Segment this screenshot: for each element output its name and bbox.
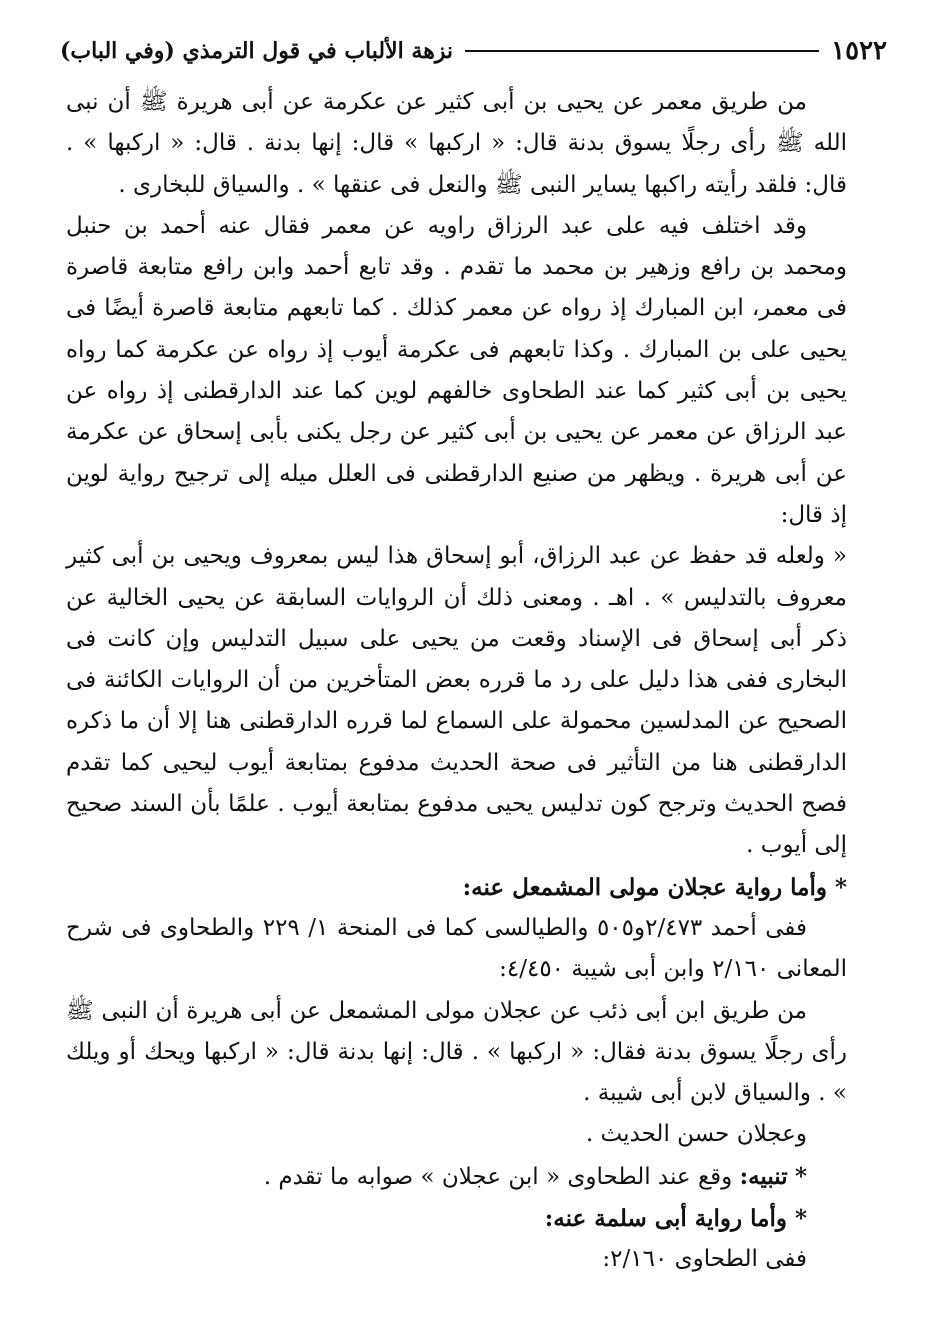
paragraph-ikhtilaf: وقد اختلف فيه على عبد الرزاق راويه عن معمر فقال عنه أحمد بن حنبل ومحمد بن رافع وزهير بن محمد ما تقدم . وقد تابع أحمد وابن رافع متابعة قاصرة فى معمر، ابن المبارك إذ رواه عن معمر كذلك . كما تابعهم متابعة قاصرة أيضًا فى يحيى على بن المبارك . وكذا تابعهم فى عكرمة أيوب إذ رواه عن عكرمة كما رواه يحيى بن أبى كثير كما عند الطحاوى خالفهم لوين كما عند الدارقطنى إذ رواه عن عبد الرزاق عن معمر عن يحيى بن أبى كثير عن رجل يكنى بأبى إسحاق عن عكرمة عن أبى هريرة . ويظهر من صنيع الدارقطنى فى العلل ميله إلى ترجيح رواية لوين إذ قال: — [66, 212, 847, 528]
asterisk-marker: * — [834, 873, 847, 901]
paragraph-hadith-ajlan: من طريق ابن أبى ذئب عن عجلان مولى المشمعل عن أبى هريرة أن النبى ﷺ رأى رجلًا يسوق بدنة فقال: « اركبها » . قال: إنها بدنة قال: « اركبها ويحك أو ويلك » . والسياق لابن أبى شيبة . — [66, 997, 847, 1107]
paragraph-sources-ajlan: ففى أحمد ٢/٤٧٣و٥٠٥ والطيالسى كما فى المنحة ١/ ٢٢٩ والطحاوى فى شرح المعانى ٢/١٦٠ وابن أبى شيبة ٤/٤٥٠: — [66, 914, 847, 983]
section-heading-text: وأما رواية عجلان مولى المشمعل عنه: — [462, 873, 827, 901]
header-rule — [465, 50, 819, 52]
paragraph-hadith-muammar: من طريق معمر عن يحيى بن أبى كثير عن عكرمة عن أبى هريرة ﷺ أن نبى الله ﷺ رأى رجلًا يسوق بدنة قال: « اركبها » قال: إنها بدنة . قال: « اركبها » . قال: فلقد رأيته راكبها يساير النبى ﷺ والنعل فى عنقها » . والسياق للبخارى . — [66, 89, 847, 198]
page-body — [66, 82, 847, 1281]
asterisk-marker: * — [794, 1205, 807, 1233]
note-text: وقع عند الطحاوى « ابن عجلان » صوابه ما تقدم . — [263, 1163, 733, 1190]
section-heading-text: وأما رواية أبى سلمة عنه: — [544, 1205, 787, 1233]
section-heading-abu-salama — [66, 1198, 847, 1239]
page-number: ١٥٢٢ — [831, 36, 887, 66]
paragraph-sources-abu-salama: ففى الطحاوى ٢/١٦٠: — [602, 1246, 807, 1273]
running-title: نزهة الألباب في قول الترمذي (وفي الباب) — [60, 38, 454, 64]
paragraph-ajlan-grade: وعجلان حسن الحديث . — [585, 1121, 807, 1148]
note-label: تنبيه: — [739, 1162, 788, 1190]
note-tanbih — [66, 1156, 847, 1198]
asterisk-marker: * — [794, 1162, 807, 1190]
running-header — [60, 34, 887, 68]
section-heading-ajlan — [66, 867, 847, 908]
paragraph-daraqutni-quote: « ولعله قد حفظ عن عبد الرزاق، أبو إسحاق هذا ليس بمعروف ويحيى بن أبى كثير معروف بالتدليس » . اهـ . ومعنى ذلك أن الروايات السابقة عن يحيى الخالية عن ذكر أبى إسحاق فى الإسناد وقعت من يحيى على سبيل التدليس وإن كانت فى البخارى ففى هذا دليل على رد ما قرره بعض المتأخرين من أن الروايات الكائنة فى الصحيح عن المدلسين محمولة على السماع لما قرره الدارقطنى هنا إلا أن ما ذكره الدارقطنى هنا من التأثير فى صحة الحديث مدفوع بمتابعة أيوب ليحيى كما تقدم فصح الحديث وترجح كون تدليس يحيى مدفوع بمتابعة أيوب . علمًا بأن السند صحيح إلى أيوب . — [66, 543, 848, 859]
